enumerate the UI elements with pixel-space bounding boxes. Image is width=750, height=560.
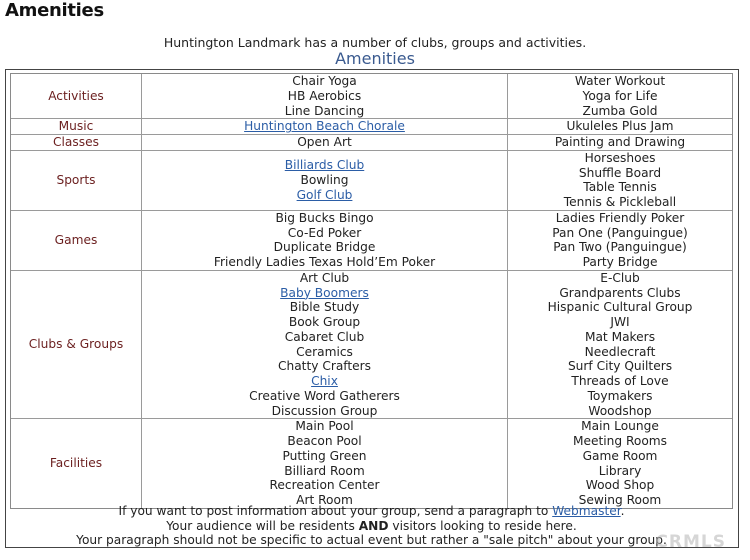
left-items-cell [142, 74, 508, 119]
list-item: Library [598, 463, 642, 478]
page-title: Amenities [5, 0, 104, 21]
list-item: Yoga for Life [582, 88, 658, 103]
list-item: Bible Study [289, 300, 360, 315]
list-item: Party Bridge [582, 255, 658, 269]
right-items-cell [508, 119, 732, 135]
list-item: Main Lounge [581, 419, 659, 434]
list-item: Creative Word Gatherers [249, 388, 400, 403]
category-label: Activities [11, 74, 142, 119]
footer-line-2-end: visitors looking to reside here. [388, 518, 577, 533]
group-link[interactable]: Golf Club [296, 187, 353, 202]
list-item: Needlecraft [584, 344, 656, 359]
list-item: Woodshop [588, 403, 652, 418]
list-item: JWI [610, 315, 630, 329]
list-item: Art Club [299, 270, 350, 285]
group-link[interactable]: Billiards Club [284, 158, 365, 173]
list-item: Big Bucks Bingo [275, 210, 374, 225]
category-label: Facilities [11, 419, 142, 508]
list-item: Putting Green [282, 448, 367, 463]
list-item: Main Pool [295, 419, 354, 434]
left-items-cell [142, 135, 508, 151]
category-label: Games [11, 211, 142, 271]
list-item: Bowling [300, 172, 349, 187]
category-label: Sports [11, 151, 142, 211]
footer-line-1 [6, 504, 737, 519]
list-item: Chatty Crafters [277, 359, 372, 374]
group-link[interactable]: Baby Boomers [280, 285, 369, 300]
list-item: Chair Yoga [292, 74, 357, 88]
list-item: Hispanic Cultural Group [547, 300, 693, 315]
list-item: Surf City Quilters [567, 359, 673, 374]
list-item: Co-Ed Poker [287, 225, 362, 240]
left-items-cell [142, 419, 508, 508]
amenities-heading: Amenities [335, 49, 415, 68]
list-item: Line Dancing [284, 103, 365, 118]
list-item: Ceramics [296, 344, 353, 359]
list-item: Recreation Center [269, 478, 380, 493]
category-label: Clubs & Groups [11, 271, 142, 420]
list-item: Water Workout [574, 74, 666, 88]
footer-line-3: Your paragraph should not be specific to actual event but rather a "sale pitch" about your group. [76, 533, 667, 548]
left-items-cell [142, 211, 508, 271]
left-items-cell [142, 271, 508, 420]
list-item: E-Club [600, 270, 640, 285]
webmaster-link[interactable]: Webmaster [552, 504, 621, 518]
group-link[interactable]: Huntington Beach Chorale [244, 119, 405, 134]
list-item: Open Art [297, 135, 352, 149]
left-items-cell [142, 119, 508, 135]
category-label: Music [11, 119, 142, 135]
list-item: Pan One (Panguingue) [552, 225, 688, 240]
intro-text: Huntington Landmark has a number of clubs, groups and activities. [163, 35, 587, 50]
list-item: Art Room [296, 493, 353, 507]
footer-line-2-text: Your audience will be residents [166, 518, 359, 533]
right-items-cell [508, 211, 732, 271]
list-item: Duplicate Bridge [273, 240, 376, 255]
right-items-cell [508, 271, 732, 420]
list-item: Sewing Room [578, 493, 662, 507]
list-item: Wood Shop [585, 478, 655, 493]
list-item: Tennis & Pickleball [563, 195, 677, 209]
list-item: Grandparents Clubs [559, 285, 681, 300]
list-item: Beacon Pool [287, 434, 362, 448]
right-items-cell [508, 135, 732, 151]
list-item: Threads of Love [571, 374, 669, 388]
left-items-cell [142, 151, 508, 211]
footer-line-1-end: . [620, 504, 625, 518]
list-item: Book Group [288, 315, 361, 329]
list-item: Mat Makers [584, 329, 656, 344]
list-item: Discussion Group [271, 403, 378, 418]
footer-text [6, 504, 737, 548]
amenities-table [10, 73, 733, 509]
footer-line-2 [6, 519, 737, 534]
list-item: HB Aerobics [287, 88, 362, 103]
list-item: Horseshoes [584, 150, 656, 165]
list-item: Zumba Gold [582, 103, 658, 118]
list-item: Toymakers [587, 388, 653, 403]
group-link[interactable]: Chix [311, 374, 338, 388]
category-label: Classes [11, 135, 142, 151]
right-items-cell [508, 151, 732, 211]
list-item: Shuffle Board [578, 165, 662, 180]
list-item: Table Tennis [583, 180, 657, 195]
watermark-logo: CRMLS [655, 532, 726, 552]
list-item: Cabaret Club [284, 329, 365, 344]
list-item: Friendly Ladies Texas Hold’Em Poker [213, 255, 436, 269]
list-item: Painting and Drawing [554, 135, 686, 149]
right-items-cell [508, 74, 732, 119]
list-item: Billiard Room [284, 463, 365, 478]
list-item: Ukuleles Plus Jam [566, 119, 674, 134]
list-item: Meeting Rooms [572, 434, 668, 448]
footer-line-1-text: If you want to post information about your group, send a paragraph to [118, 504, 553, 518]
amenities-box [5, 69, 739, 548]
list-item: Pan Two (Panguingue) [553, 240, 687, 255]
list-item: Game Room [582, 448, 658, 463]
list-item: Ladies Friendly Poker [555, 210, 685, 225]
right-items-cell [508, 419, 732, 508]
footer-line-2-bold: AND [358, 518, 389, 533]
